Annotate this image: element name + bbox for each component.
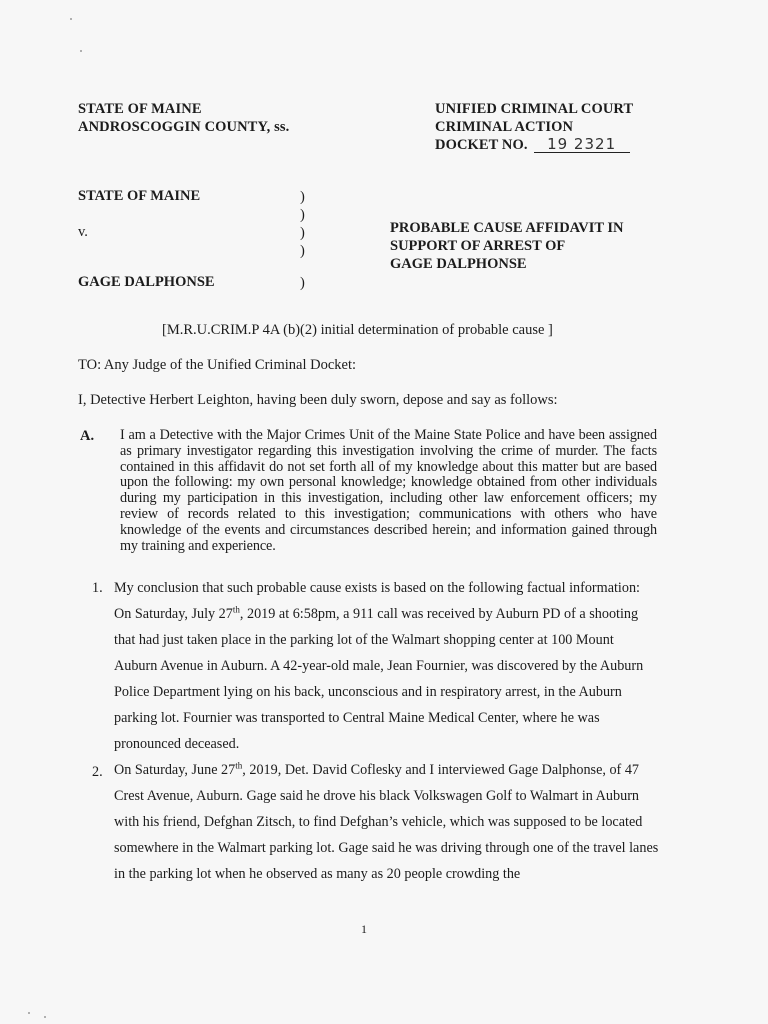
- caption-court: UNIFIED CRIMINAL COURT: [435, 101, 634, 117]
- section-a-letter: A.: [80, 428, 95, 444]
- party-defendant: GAGE DALPHONSE: [78, 274, 215, 290]
- para-2-part: On Saturday, June 27: [114, 762, 236, 778]
- para-1-sup: th: [232, 604, 240, 615]
- paren: ): [300, 207, 305, 223]
- para-2-number: 2.: [92, 764, 103, 780]
- para-1-part: , 2019 at 6:58pm, a 911 call was received by Auburn PD of a shooting that had just taken place in the parking lot of the Walmart shopping center at 100 Mount Auburn Avenue in Auburn. A 42-year-old male, Jean Fournier, was discovered by the Auburn Police Department lying on his back, unconscious and in respiratory arrest, in the Auburn parking lot. Fournier was transported to Central Maine Medical Center, where he was pronounced deceased.: [114, 606, 644, 752]
- para-2-part: , 2019, Det. David Coflesky and I interviewed Gage Dalphonse, of 47 Crest Avenue, Auburn. Gage said he drove his black Volkswagen Golf to Walmart in Auburn with his friend, Defghan Zitsch, to find Defghan’s vehicle, which was supposed to be located somewhere in the Walmart parking lot. Gage said he was driving through one of the travel lanes in the parking lot when he observed as many as 20 people crowding the: [114, 762, 659, 882]
- paren-gap: [300, 260, 305, 274]
- para-2-sup: th: [235, 760, 243, 771]
- paren: ): [300, 243, 305, 259]
- scan-speck: [44, 1016, 46, 1018]
- party-versus: v.: [78, 224, 88, 240]
- caption-action: CRIMINAL ACTION: [435, 119, 574, 135]
- caption-state: STATE OF MAINE: [78, 101, 202, 117]
- addressee: TO: Any Judge of the Unified Criminal Docket:: [78, 357, 357, 373]
- para-1-text: [114, 575, 659, 757]
- caption-county: ANDROSCOGGIN COUNTY, ss.: [78, 119, 290, 135]
- section-a-text: I am a Detective with the Major Crimes Unit of the Maine State Police and have been assigned as primary investigator regarding this investigation involving the crime of murder. The facts contained in this affidavit do not set forth all of my knowledge about this matter but are based upon the following: my own personal knowledge; knowledge obtained from other individuals during my participation in this investigation, including other law enforcement officers; my review of records related to this investigation; communications with others who have knowledge of the events and circumstances described herein; and information gained through my training and experience.: [120, 427, 657, 554]
- docket-row: [435, 136, 633, 154]
- para-1-part: My conclusion that such probable cause exists is based on the following factual information: On Saturday, July 27: [114, 580, 640, 622]
- party-plaintiff: STATE OF MAINE: [78, 188, 201, 204]
- document-title: [390, 219, 624, 273]
- caption-left: [78, 100, 289, 136]
- paren: ): [300, 189, 305, 205]
- scan-speck: [80, 50, 82, 52]
- page-number: 1: [361, 922, 367, 936]
- rule-reference: [M.R.U.CRIM.P 4A (b)(2) initial determination of probable cause ]: [162, 322, 553, 338]
- title-line: PROBABLE CAUSE AFFIDAVIT IN: [390, 220, 624, 236]
- title-line: SUPPORT OF ARREST OF: [390, 238, 566, 254]
- paren: ): [300, 275, 305, 291]
- title-line: GAGE DALPHONSE: [390, 256, 527, 272]
- para-2-text: [114, 757, 659, 887]
- docket-label: DOCKET NO.: [435, 137, 528, 153]
- para-1-number: 1.: [92, 580, 103, 596]
- intro-statement: I, Detective Herbert Leighton, having been duly sworn, depose and say as follows:: [78, 392, 558, 408]
- caption-right: [435, 100, 633, 154]
- docket-number-handwritten: 19 2321: [534, 136, 630, 153]
- scan-speck: [70, 18, 72, 20]
- caption-parentheses: [300, 188, 305, 292]
- paren: ): [300, 225, 305, 241]
- scan-speck: [28, 1012, 30, 1014]
